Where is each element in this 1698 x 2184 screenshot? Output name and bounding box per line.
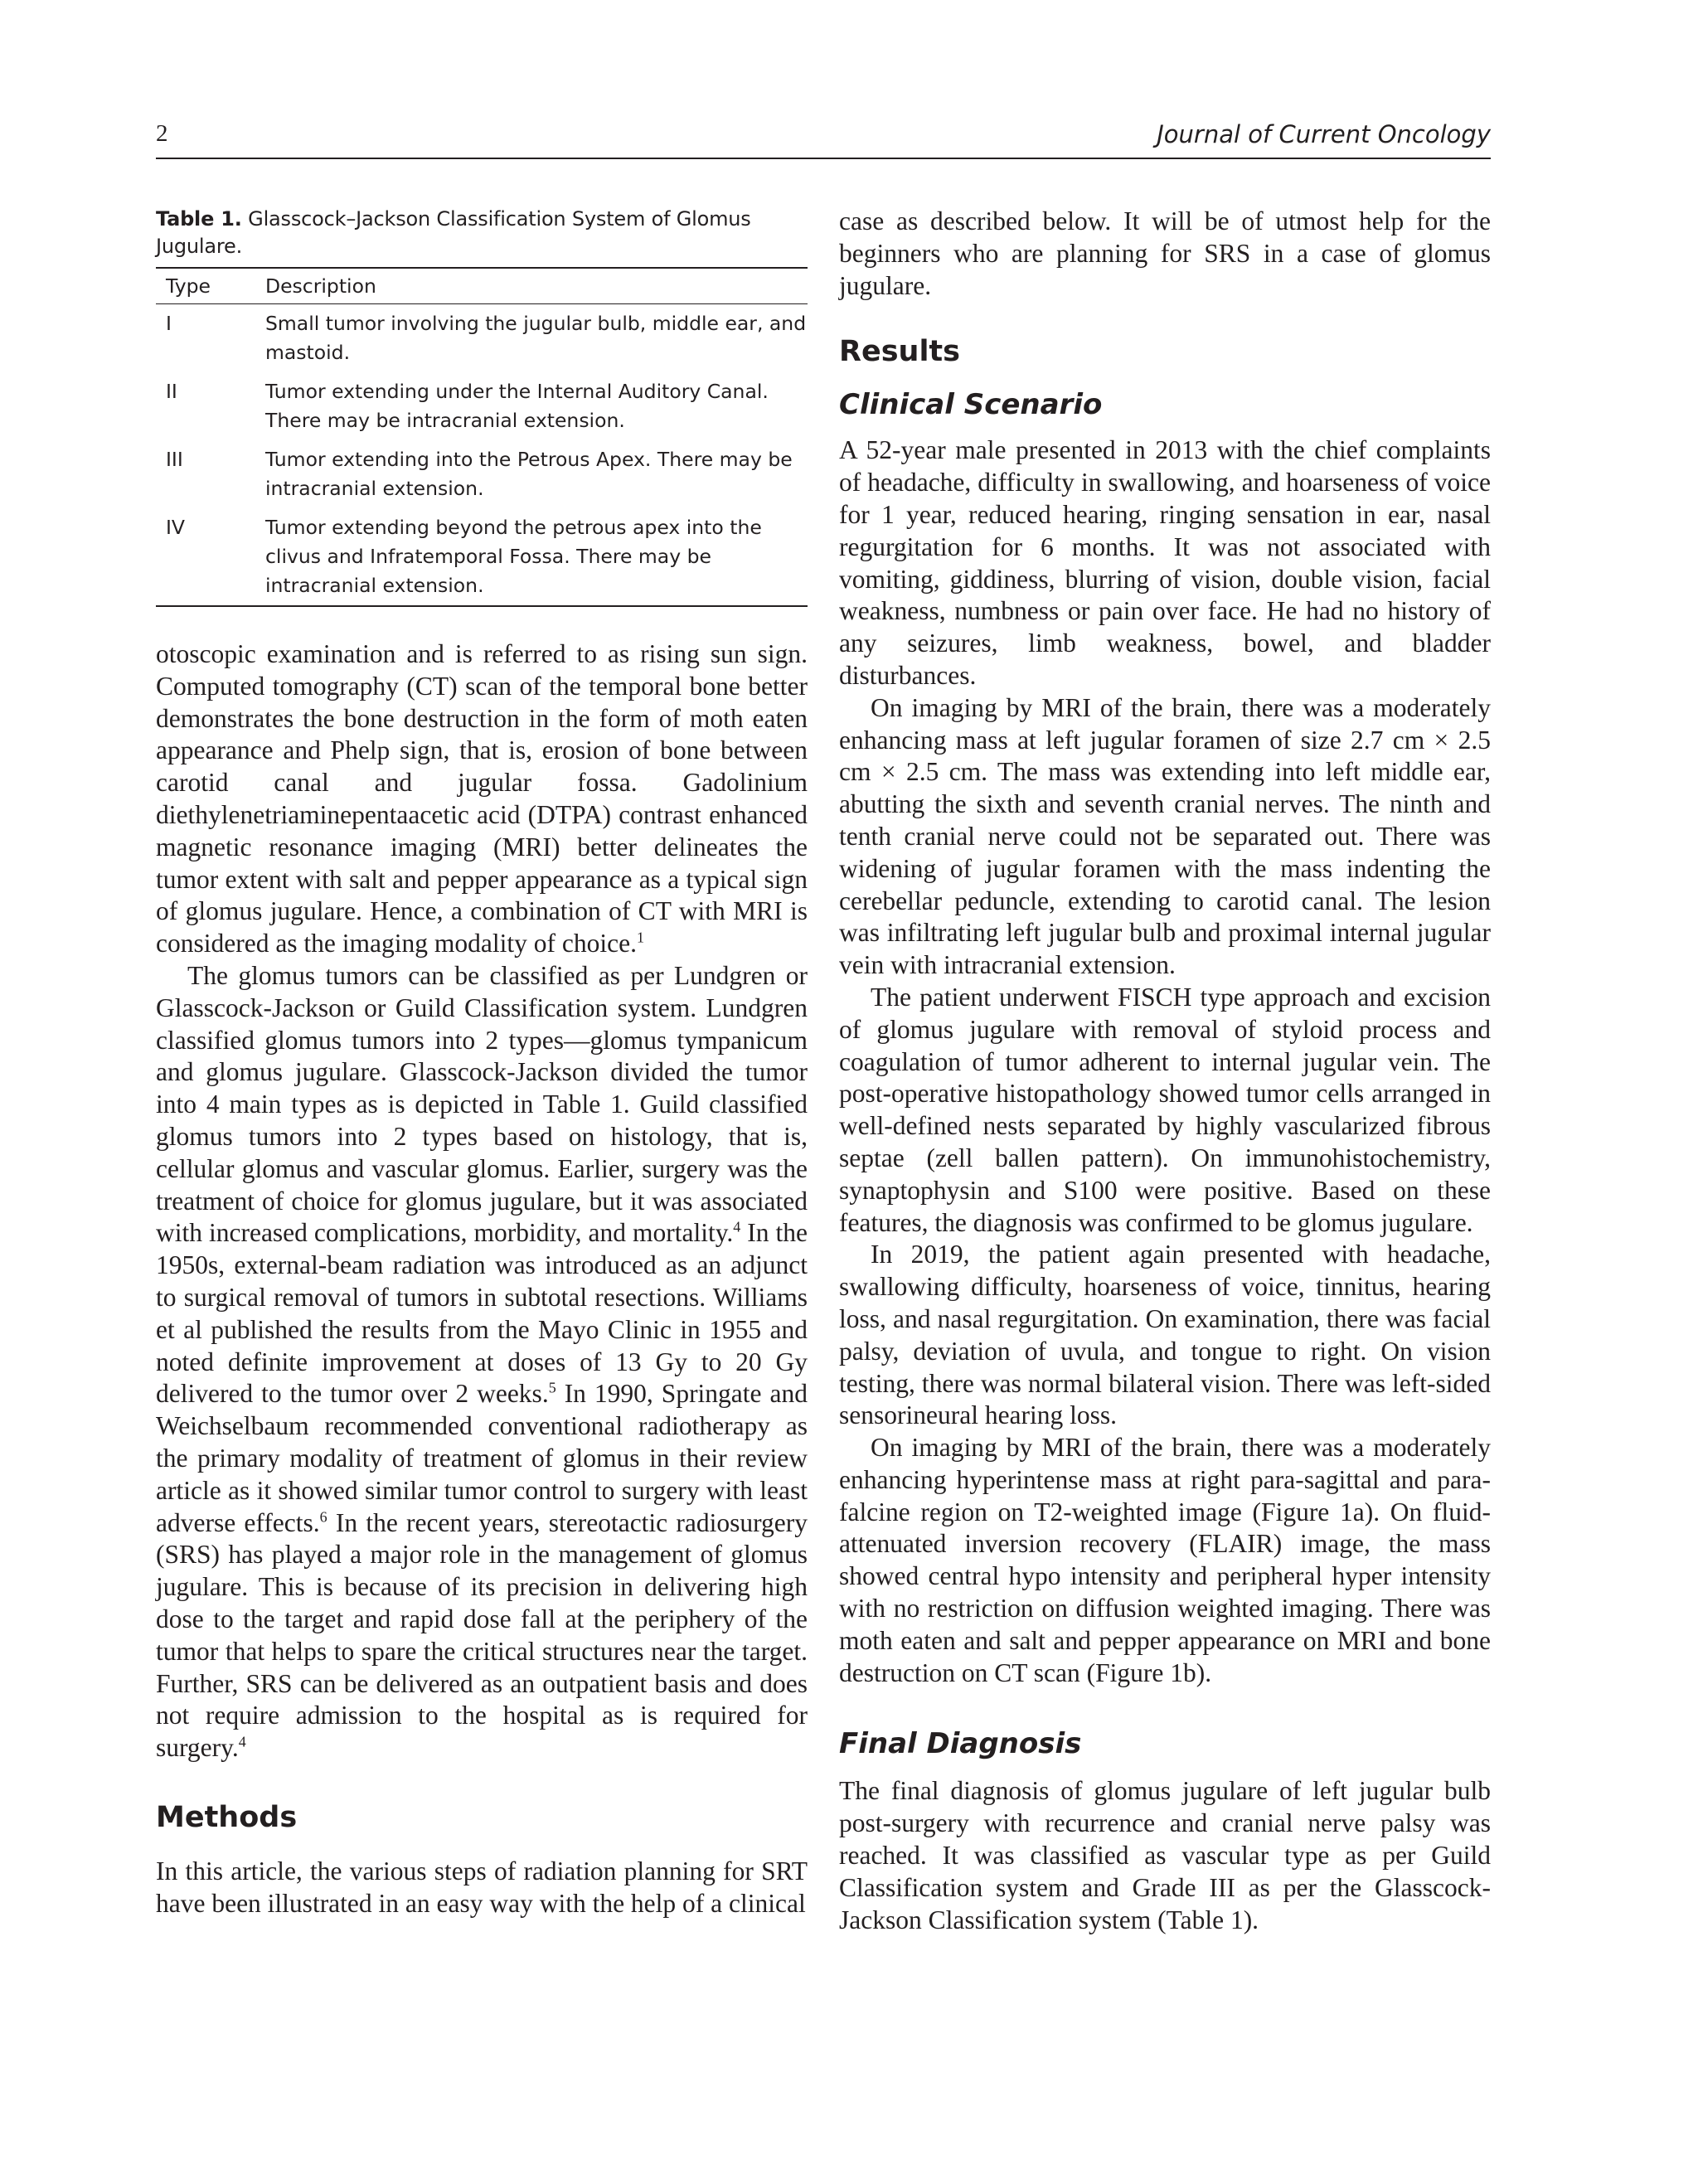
reference-sup: 6 [319,1508,327,1526]
clinical-paragraph-4: In 2019, the patient again presented with headache, swallowing difficulty, hoarseness of voice, tinnitus, hearing loss, and nasal regurgitation. On examination, there was facial palsy, deviation of uvula, and tongue to right. On vision testing, there was normal bilateral vision. There was left-sided sensorineural hearing loss. [839,1240,1491,1430]
clinical-paragraph-2: On imaging by MRI of the brain, there was a moderately enhancing mass at left jugular foramen of size 2.7 cm × 2.5 cm × 2.5 cm. The mass was extending into left middle ear, abutting the sixth and seventh cranial nerves. The ninth and tenth cranial nerve could not be separated out. There was widening of jugular foramen with the mass indenting the cerebellar peduncle, extending to carotid canal. The lesion was infiltrating left jugular bulb and proximal internal jugular vein with intracranial extension. [839,692,1491,980]
table-cell-type: III [166,448,183,471]
right-column [839,206,1491,1936]
header-rule [156,158,1491,159]
journal-title: Journal of Current Oncology [1157,120,1491,148]
table-cell-type: II [166,380,177,403]
final-diagnosis-paragraph: The final diagnosis of glomus jugulare of left jugular bulb post-surgery with recurrence and cranial nerve palsy was reached. It was classified as vascular type as per Guild Classification system and Grade III as per the Glasscock-Jackson Classification system (Table 1). [839,1776,1491,1934]
table-cell-description: Small tumor involving the jugular bulb, middle ear, and mastoid. [265,312,807,364]
left-paragraph-2 [156,960,808,1764]
clinical-paragraph-3: The patient underwent FISCH type approach and excision of glomus jugulare with removal of styloid process and coagulation of tumor adherent to internal jugular vein. The post-operative histopathology showed tumor cells arranged in well-defined nests separated by highly vascularized fibrous septae (zell ballen pattern). On immunohistochemistry, synaptophysin and S100 were positive. Based on these features, the diagnosis was confirmed to be glomus jugulare. [839,982,1491,1237]
left-column [156,206,808,1919]
table-caption [156,206,808,260]
right-intro-paragraph: case as described below. It will be of utmost help for the beginners who are planning for SRS in a case of glomus jugulare. [839,206,1491,300]
classification-table [156,267,808,607]
clinical-paragraph-1: A 52-year male presented in 2013 with the chief complaints of headache, difficulty in swallowing, and hoarseness of voice for 1 year, reduced hearing, ringing sensation in ear, nasal regurgitation for 6 months. It was not associated with vomiting, giddiness, blurring of vision, double vision, facial weakness, numbness or pain over face. He had no history of any seizures, limb weakness, bowel, and bladder disturbances. [839,435,1491,690]
left-paragraph-1-text: otoscopic examination and is referred to as rising sun sign. Computed tomography (CT) scan of the temporal bone better demonstrates the bone destruction in the form of moth eaten appearance and Phelp sign, that is, erosion of bone between carotid canal and jugular fossa. Gadolinium diethylenetriaminepentaacetic acid (DTPA) contrast enhanced magnetic resonance imaging (MRI) better delineates the tumor extent with salt and pepper appearance as a typical sign of glomus jugulare. Hence, a combination of CT with MRI is considered as the imaging modality of choice. [156,639,808,959]
page-number: 2 [156,120,168,147]
table-label: Table 1. [156,207,242,231]
table-header-type: Type [156,268,265,304]
clinical-paragraph-5: On imaging by MRI of the brain, there was a moderately enhancing hyperintense mass at right para-sagittal and para-falcine region on T2-weighted image (Figure 1a). On fluid-attenuated inversion recovery (FLAIR) image, the mass showed central hypo intensity and peripheral hyper intensity with no restriction on diffusion weighted imaging. There was moth eaten and salt and pepper appearance on MRI and bone destruction on CT scan (Figure 1b). [839,1433,1491,1687]
reference-sup: 4 [238,1733,246,1750]
table-header-row [156,268,808,304]
left-paragraph-2-text-d: In the recent years, stereotactic radiosurgery (SRS) has played a major role in the management of glomus jugulare. This is because of its precision in delivering high dose to the target and rapid dose fall at the periphery of the tumor that helps to spare the critical structures near the target. Further, SRS can be delivered as an outpatient basis and does not require admission to the hospital as is required for surgery. [156,1507,808,1763]
final-diagnosis-heading: Final Diagnosis [839,1727,1082,1761]
methods-paragraph: In this article, the various steps of radiation planning for SRT have been illustrated in an easy way with the help of a clinical [156,1856,808,1918]
methods-heading: Methods [156,1800,298,1834]
left-paragraph-1 [156,638,808,960]
table-row [156,513,808,606]
left-paragraph-2-text-a: The glomus tumors can be classified as per Lundgren or Glasscock-Jackson or Guild Classification system. Lundgren classified glomus tumors into 2 types—glomus tympanicum and glomus jugulare. Glasscock-Jackson divided the tumor into 4 main types as is depicted in Table 1. Guild classified glomus tumors into 2 types based on histology, that is, cellular glomus and vascular glomus. Earlier, surgery was the treatment of choice for glomus jugulare, but it was associated with increased complications, morbidity, and mortality. [156,960,808,1248]
table-row [156,377,808,445]
table-cell-description: Tumor extending into the Petrous Apex. There may be intracranial extension. [265,448,793,500]
reference-sup: 4 [733,1218,741,1235]
reference-sup: 1 [636,929,644,946]
table-row [156,445,808,513]
left-paragraph-2-text-c: In 1990, Springate and Weichselbaum recommended conventional radiotherapy as the primary modality of treatment of glomus in their review article as it showed similar tumor control to surgery with least adverse effects. [156,1379,808,1537]
table-row [156,304,808,378]
clinical-scenario-heading: Clinical Scenario [839,388,1103,422]
table-header-description: Description [265,268,808,304]
page-header [156,120,1491,157]
table-title: Glasscock–Jackson Classification System of Glomus Jugulare. [156,207,751,258]
reference-sup: 5 [548,1379,556,1396]
table-cell-description: Tumor extending beyond the petrous apex into the clivus and Infratemporal Fossa. There may be intracranial extension. [265,513,808,606]
table-cell-description: Tumor extending under the Internal Auditory Canal. There may be intracranial extension. [265,380,769,432]
table-cell-type: I [166,312,172,335]
results-heading: Results [839,335,960,369]
table-cell-type: IV [156,513,265,606]
left-paragraph-2-text-b: In the 1950s, external-beam radiation was introduced as an adjunct to surgical removal of tumors in subtotal resections. Williams et al published the results from the Mayo Clinic in 1955 and noted definite improvement at doses of 13 Gy to 20 Gy delivered to the tumor over 2 weeks. [156,1218,808,1409]
